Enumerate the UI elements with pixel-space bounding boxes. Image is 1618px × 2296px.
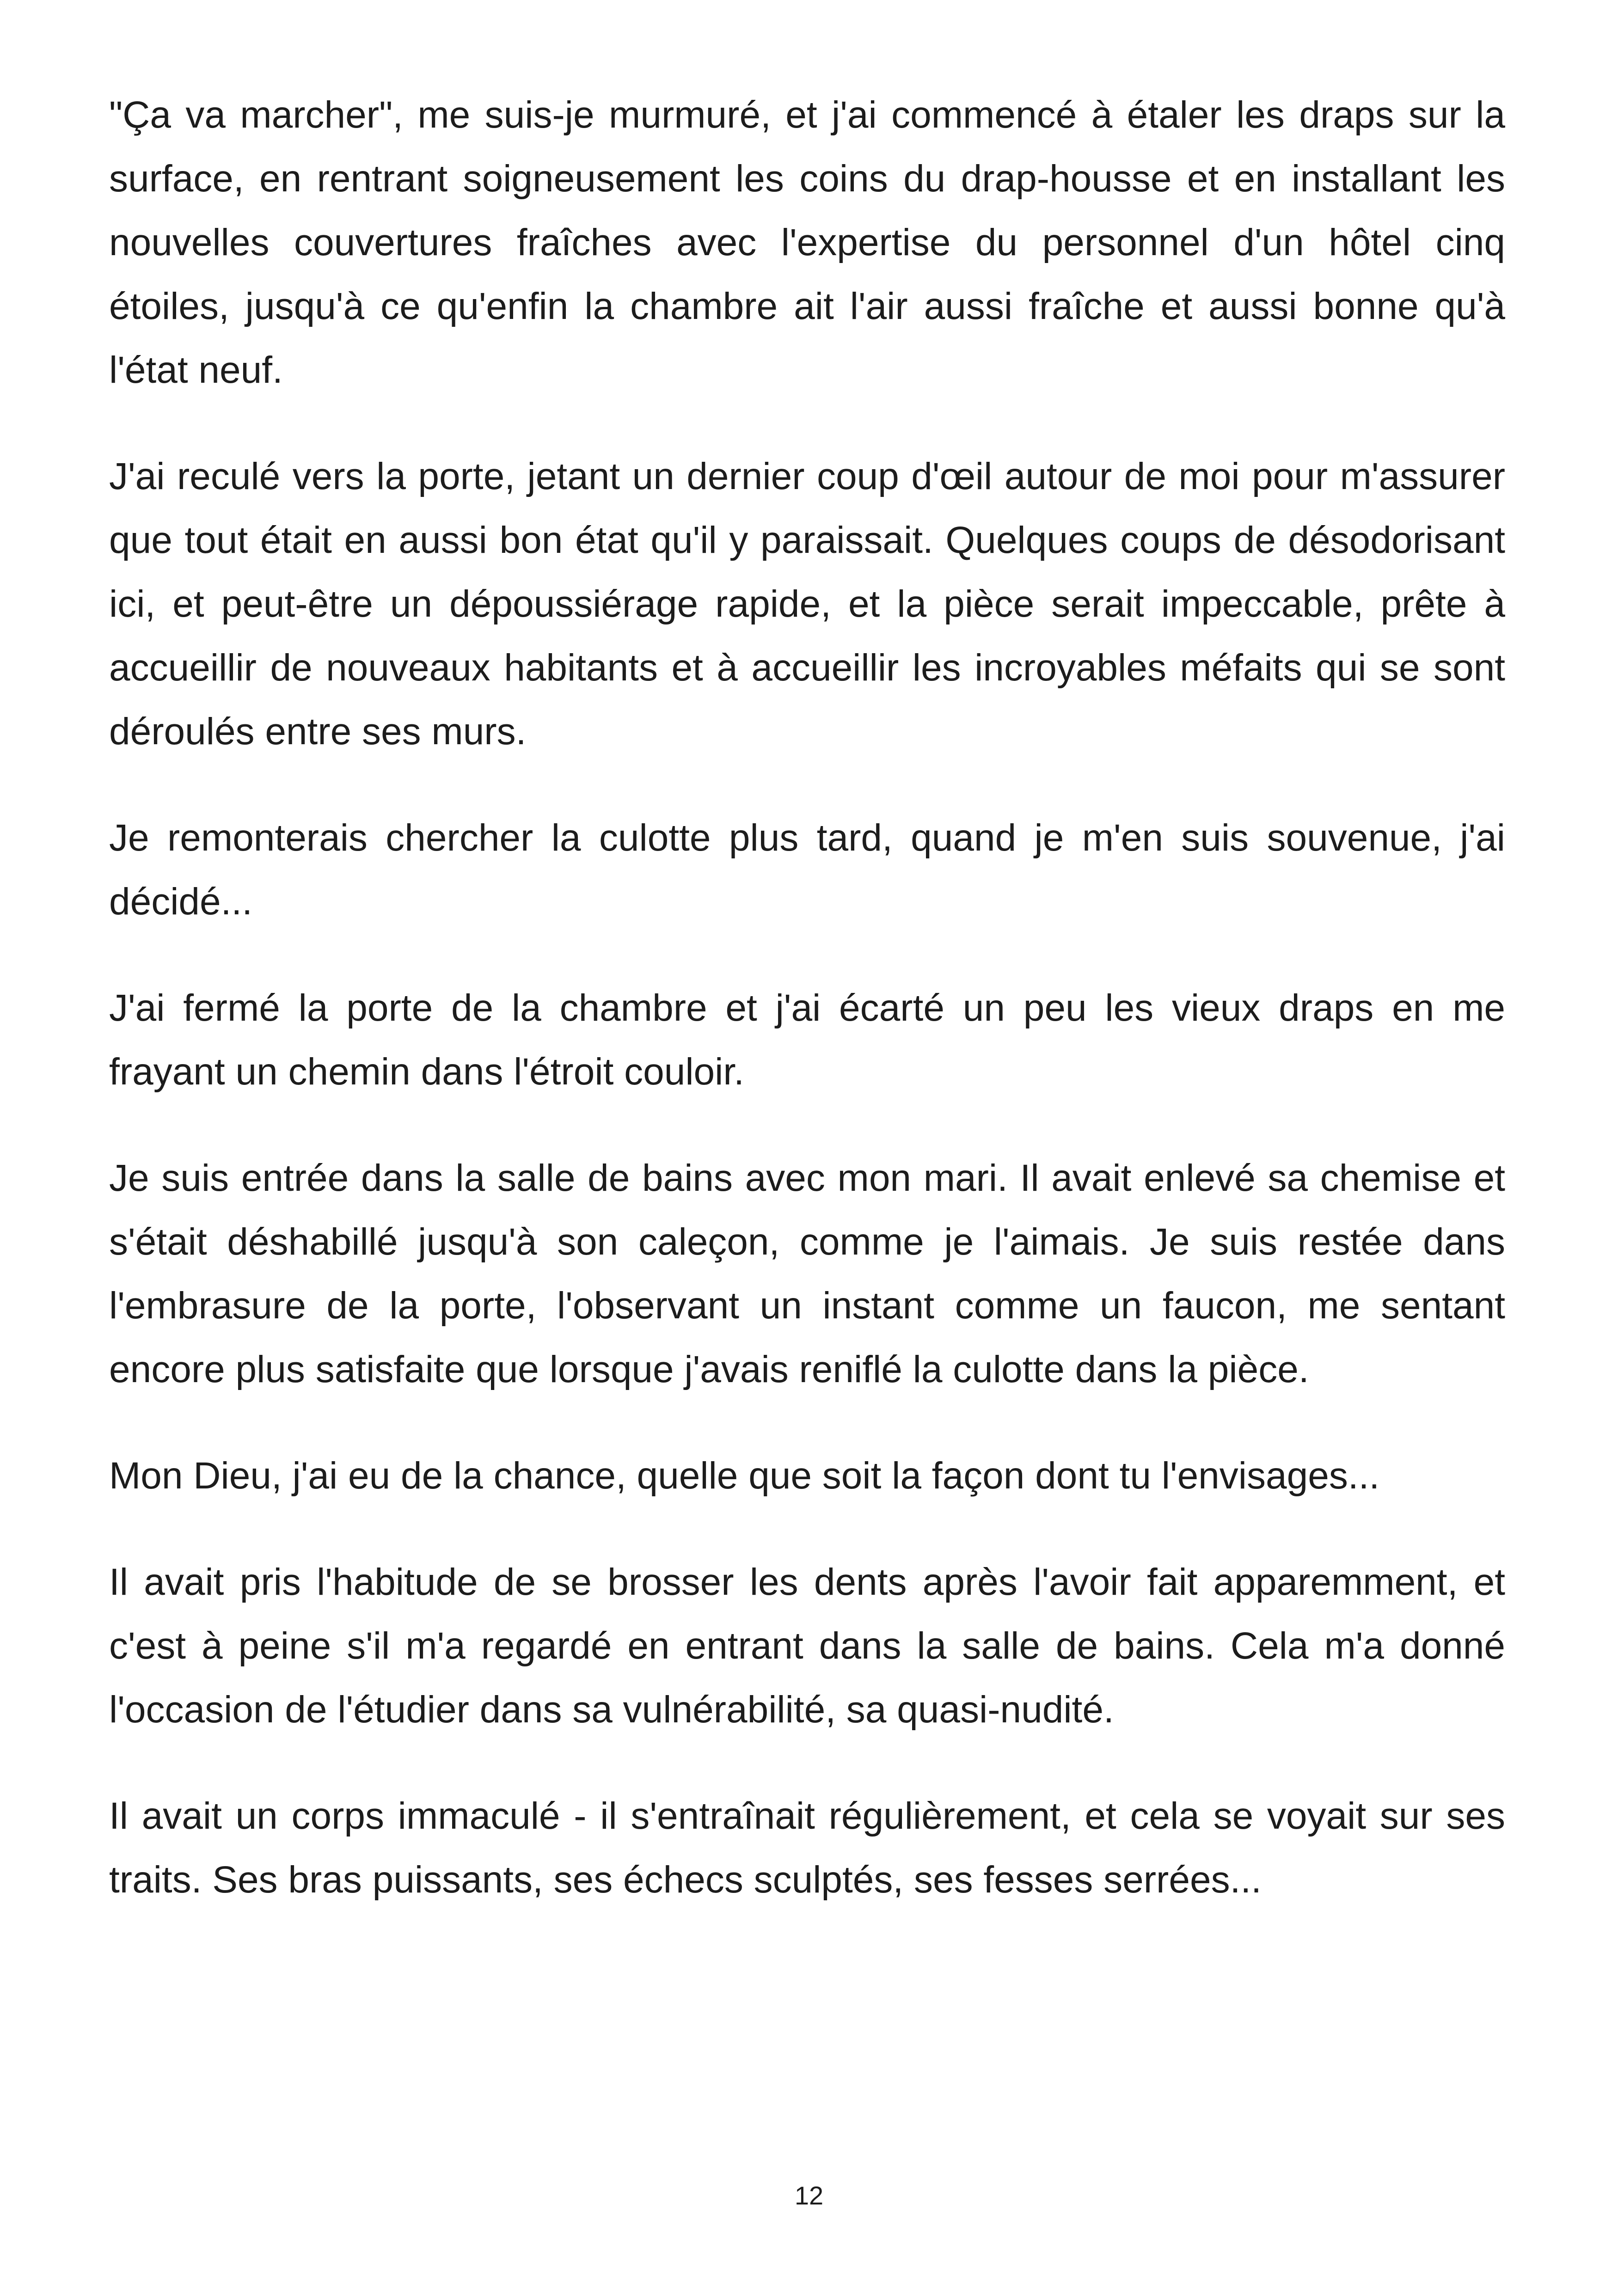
page-number: 12 bbox=[794, 2181, 824, 2210]
paragraph-5: Je suis entrée dans la salle de bains avec mon mari. Il avait enlevé sa chemise et s'était déshabillé jusqu'à son caleçon, comme je l'aimais. Je suis restée dans l'embrasure de la porte, l'observant un instant comme un faucon, me sentant encore plus satisfaite que lorsque j'avais reniflé la culotte dans la pièce. bbox=[109, 1157, 1505, 1390]
paragraph-4: J'ai fermé la porte de la chambre et j'ai écarté un peu les vieux draps en me frayant un chemin dans l'étroit couloir. bbox=[109, 987, 1505, 1093]
paragraph-6: Mon Dieu, j'ai eu de la chance, quelle que soit la façon dont tu l'envisages... bbox=[109, 1455, 1380, 1497]
paragraph-1: "Ça va marcher", me suis-je murmuré, et j'ai commencé à étaler les draps sur la surface, en rentrant soigneusement les coins du drap-housse et en installant les nouvelles couvertures fraîches avec l'expertise du personnel d'un hôtel cinq étoiles, jusqu'à ce qu'enfin la chambre ait l'air aussi fraîche et aussi bonne qu'à l'état neuf. bbox=[109, 94, 1505, 391]
paragraph-3: Je remonterais chercher la culotte plus tard, quand je m'en suis souvenue, j'ai décidé... bbox=[109, 817, 1505, 923]
paragraph-2: J'ai reculé vers la porte, jetant un dernier coup d'œil autour de moi pour m'assurer que tout était en aussi bon état qu'il y paraissait. Quelques coups de désodorisant ici, et peut-être un dépoussiérage rapide, et la pièce serait impeccable, prête à accueillir de nouveaux habitants et à accueillir les incroyables méfaits qui se sont déroulés entre ses murs. bbox=[109, 455, 1505, 753]
paragraph-7: Il avait pris l'habitude de se brosser les dents après l'avoir fait apparemment, et c'est à peine s'il m'a regardé en entrant dans la salle de bains. Cela m'a donné l'occasion de l'étudier dans sa vulnérabilité, sa quasi-nudité. bbox=[109, 1561, 1505, 1731]
body-text bbox=[109, 83, 1505, 1954]
paragraph-8: Il avait un corps immaculé - il s'entraînait régulièrement, et cela se voyait sur ses traits. Ses bras puissants, ses échecs sculptés, ses fesses serrées... bbox=[109, 1795, 1505, 1901]
